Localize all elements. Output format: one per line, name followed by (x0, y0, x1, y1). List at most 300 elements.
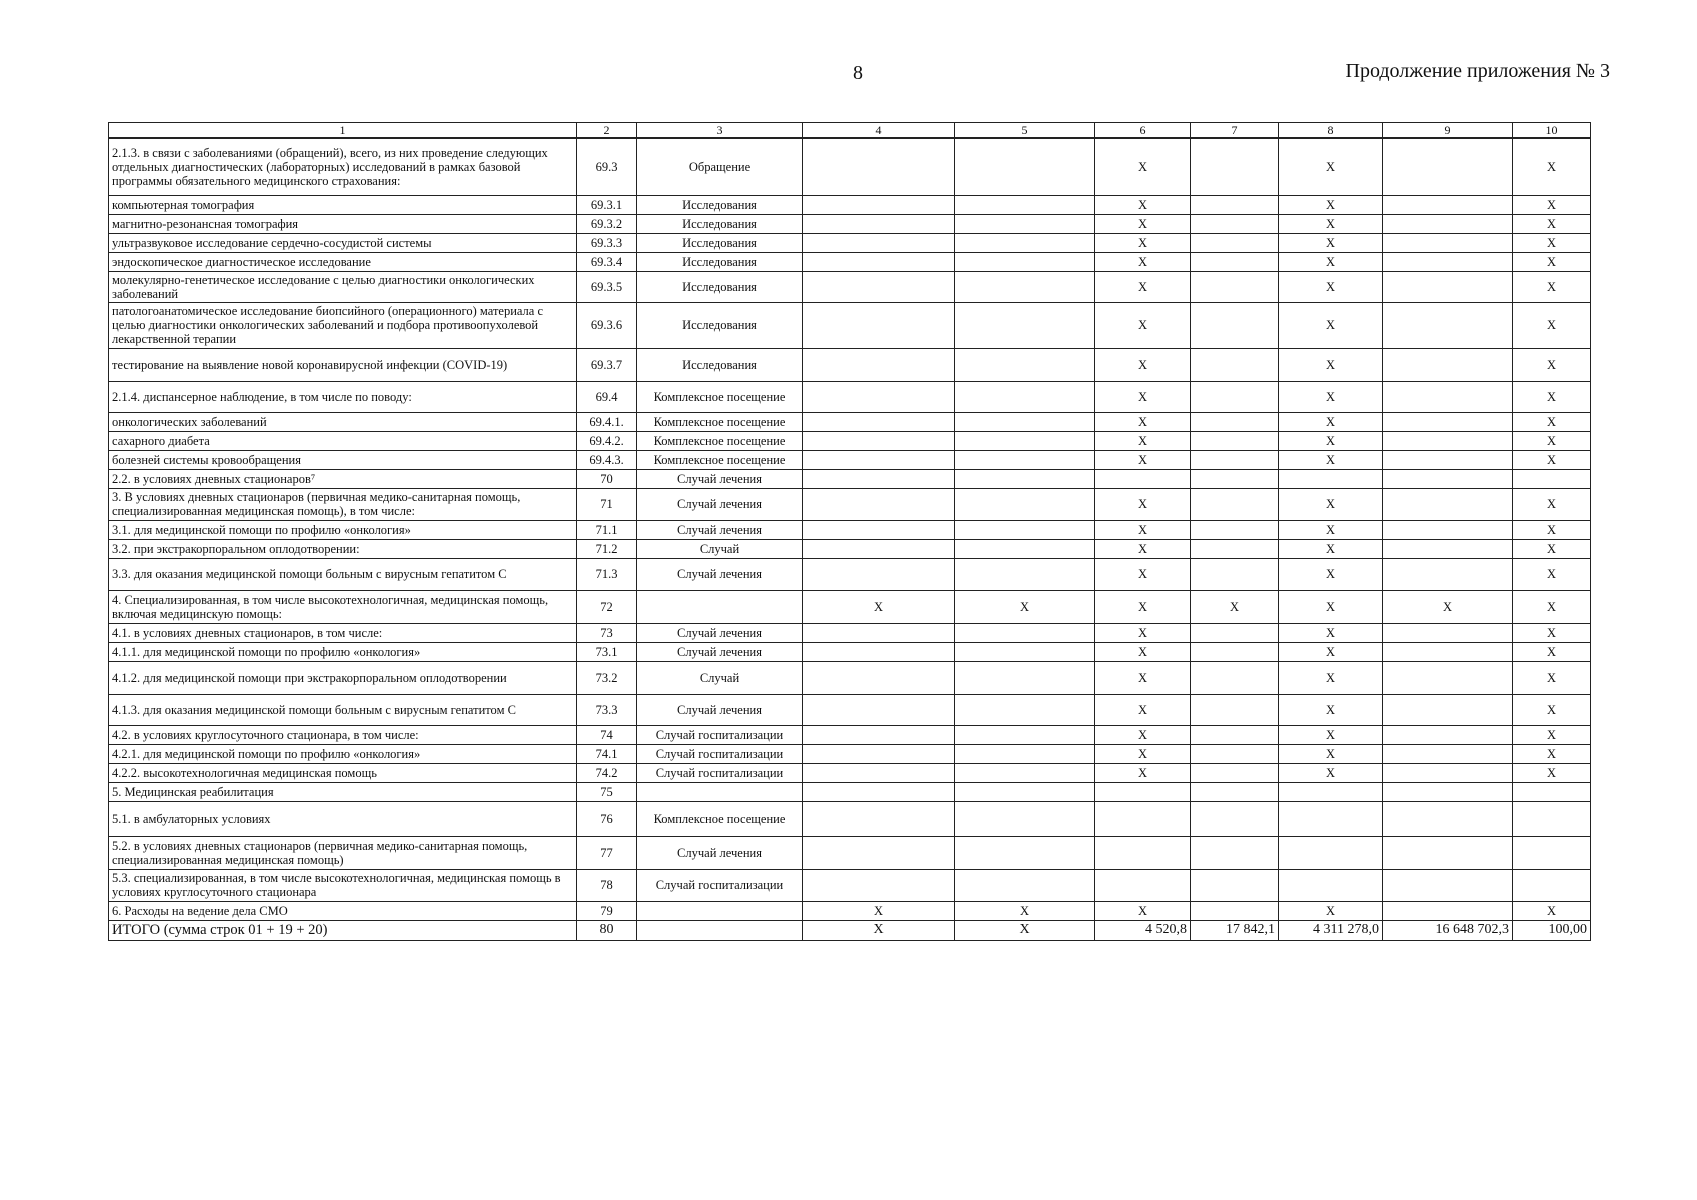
value-cell-c4 (803, 558, 955, 590)
value-cell-c7 (1191, 694, 1279, 725)
row-unit-cell (637, 920, 803, 940)
table-row (109, 725, 1591, 744)
value-cell-c6: X (1095, 744, 1191, 763)
value-cell-c6: X (1095, 590, 1191, 623)
value-cell-c10 (1513, 801, 1591, 836)
value-cell-c10: X (1513, 488, 1591, 520)
row-label-cell: 4.2.1. для медицинской помощи по профилю «онкология» (109, 744, 577, 763)
value-cell-c8: X (1279, 642, 1383, 661)
row-code-cell: 69.4 (577, 381, 637, 412)
value-cell-c9 (1383, 520, 1513, 539)
value-cell-c8: X (1279, 214, 1383, 233)
table-row (109, 214, 1591, 233)
table-row (109, 381, 1591, 412)
value-cell-c9 (1383, 450, 1513, 469)
value-cell-c10: X (1513, 214, 1591, 233)
value-cell-c9 (1383, 348, 1513, 381)
value-cell-c9 (1383, 539, 1513, 558)
value-cell-c6: X (1095, 348, 1191, 381)
row-label-cell: тестирование на выявление новой коронавирусной инфекции (COVID-19) (109, 348, 577, 381)
row-unit-cell: Комплексное посещение (637, 431, 803, 450)
table-row (109, 469, 1591, 488)
row-unit-cell: Случай лечения (637, 488, 803, 520)
row-label-cell: 3.2. при экстракорпоральном оплодотворении: (109, 539, 577, 558)
value-cell-c4: X (803, 590, 955, 623)
value-cell-c7 (1191, 252, 1279, 271)
value-cell-c5 (955, 271, 1095, 302)
row-unit-cell: Исследования (637, 233, 803, 252)
column-header: 5 (955, 123, 1095, 139)
row-label-cell: 5. Медицинская реабилитация (109, 782, 577, 801)
row-unit-cell: Обращение (637, 138, 803, 195)
row-unit-cell: Случай госпитализации (637, 744, 803, 763)
row-unit-cell: Комплексное посещение (637, 412, 803, 431)
row-code-cell: 79 (577, 901, 637, 920)
table-row (109, 782, 1591, 801)
table-row (109, 623, 1591, 642)
value-cell-c6 (1095, 836, 1191, 869)
value-cell-c7 (1191, 782, 1279, 801)
value-cell-c4: X (803, 920, 955, 940)
row-unit-cell: Случай (637, 661, 803, 694)
value-cell-c4 (803, 302, 955, 348)
table-row (109, 488, 1591, 520)
value-cell-c8: X (1279, 302, 1383, 348)
value-cell-c10: X (1513, 195, 1591, 214)
value-cell-c8: X (1279, 694, 1383, 725)
value-cell-c8: 4 311 278,0 (1279, 920, 1383, 940)
value-cell-c4 (803, 233, 955, 252)
table-row (109, 539, 1591, 558)
value-cell-c7 (1191, 725, 1279, 744)
value-cell-c5 (955, 469, 1095, 488)
row-code-cell: 74 (577, 725, 637, 744)
value-cell-c4 (803, 725, 955, 744)
value-cell-c8: X (1279, 348, 1383, 381)
value-cell-c9 (1383, 744, 1513, 763)
value-cell-c8: X (1279, 590, 1383, 623)
value-cell-c8: X (1279, 233, 1383, 252)
value-cell-c8: X (1279, 381, 1383, 412)
value-cell-c5 (955, 782, 1095, 801)
value-cell-c5 (955, 348, 1095, 381)
value-cell-c7 (1191, 539, 1279, 558)
value-cell-c10: 100,00 (1513, 920, 1591, 940)
value-cell-c10: X (1513, 763, 1591, 782)
value-cell-c9 (1383, 214, 1513, 233)
value-cell-c6 (1095, 469, 1191, 488)
table-row (109, 744, 1591, 763)
value-cell-c6: X (1095, 901, 1191, 920)
value-cell-c8: X (1279, 558, 1383, 590)
value-cell-c7 (1191, 302, 1279, 348)
value-cell-c4 (803, 469, 955, 488)
row-code-cell: 77 (577, 836, 637, 869)
row-code-cell: 72 (577, 590, 637, 623)
value-cell-c7 (1191, 744, 1279, 763)
row-label-cell: 5.2. в условиях дневных стационаров (первичная медико-санитарная помощь, специализированная медицинская помощь) (109, 836, 577, 869)
value-cell-c8: X (1279, 412, 1383, 431)
row-code-cell: 69.3.4 (577, 252, 637, 271)
table-row (109, 252, 1591, 271)
row-label-cell: 3.3. для оказания медицинской помощи больным с вирусным гепатитом С (109, 558, 577, 590)
value-cell-c6: X (1095, 558, 1191, 590)
value-cell-c5: X (955, 590, 1095, 623)
row-label-cell: патологоанатомическое исследование биопсийного (операционного) материала с целью диагностики онкологических заболеваний и подбора противоопухолевой лекарственной терапии (109, 302, 577, 348)
value-cell-c7 (1191, 348, 1279, 381)
column-header: 2 (577, 123, 637, 139)
value-cell-c9 (1383, 469, 1513, 488)
value-cell-c10: X (1513, 233, 1591, 252)
row-code-cell: 75 (577, 782, 637, 801)
value-cell-c5 (955, 520, 1095, 539)
value-cell-c4 (803, 214, 955, 233)
column-header: 4 (803, 123, 955, 139)
value-cell-c8 (1279, 782, 1383, 801)
row-unit-cell: Случай лечения (637, 836, 803, 869)
row-label-cell: 6. Расходы на ведение дела СМО (109, 901, 577, 920)
row-unit-cell: Исследования (637, 302, 803, 348)
value-cell-c6: X (1095, 661, 1191, 694)
row-label-cell: сахарного диабета (109, 431, 577, 450)
value-cell-c4 (803, 694, 955, 725)
value-cell-c10: X (1513, 539, 1591, 558)
table-row (109, 763, 1591, 782)
value-cell-c6: X (1095, 214, 1191, 233)
row-label-cell: 4.1.2. для медицинской помощи при экстракорпоральном оплодотворении (109, 661, 577, 694)
row-unit-cell: Комплексное посещение (637, 450, 803, 469)
table-row (109, 558, 1591, 590)
table-row (109, 694, 1591, 725)
value-cell-c6 (1095, 782, 1191, 801)
value-cell-c9 (1383, 869, 1513, 901)
value-cell-c9 (1383, 138, 1513, 195)
row-code-cell: 69.3.3 (577, 233, 637, 252)
value-cell-c8 (1279, 469, 1383, 488)
row-code-cell: 69.3.5 (577, 271, 637, 302)
column-header: 9 (1383, 123, 1513, 139)
value-cell-c6: X (1095, 539, 1191, 558)
row-label-cell: эндоскопическое диагностическое исследование (109, 252, 577, 271)
value-cell-c7 (1191, 412, 1279, 431)
value-cell-c5: X (955, 901, 1095, 920)
value-cell-c5 (955, 836, 1095, 869)
value-cell-c7 (1191, 623, 1279, 642)
value-cell-c5 (955, 195, 1095, 214)
value-cell-c9 (1383, 661, 1513, 694)
table-row (109, 271, 1591, 302)
value-cell-c6: 4 520,8 (1095, 920, 1191, 940)
value-cell-c5 (955, 763, 1095, 782)
value-cell-c7 (1191, 836, 1279, 869)
value-cell-c7 (1191, 661, 1279, 694)
row-code-cell: 71.1 (577, 520, 637, 539)
value-cell-c5 (955, 252, 1095, 271)
value-cell-c7 (1191, 642, 1279, 661)
value-cell-c10: X (1513, 642, 1591, 661)
value-cell-c7 (1191, 801, 1279, 836)
row-label-cell: ИТОГО (сумма строк 01 + 19 + 20) (109, 920, 577, 940)
value-cell-c8: X (1279, 520, 1383, 539)
value-cell-c7 (1191, 520, 1279, 539)
value-cell-c5 (955, 302, 1095, 348)
value-cell-c9 (1383, 302, 1513, 348)
value-cell-c4 (803, 539, 955, 558)
value-cell-c7 (1191, 469, 1279, 488)
value-cell-c4 (803, 252, 955, 271)
value-cell-c4 (803, 520, 955, 539)
value-cell-c5 (955, 661, 1095, 694)
row-code-cell: 73.3 (577, 694, 637, 725)
value-cell-c10: X (1513, 520, 1591, 539)
value-cell-c8: X (1279, 431, 1383, 450)
row-label-cell: онкологических заболеваний (109, 412, 577, 431)
table-row (109, 590, 1591, 623)
row-code-cell: 69.3.6 (577, 302, 637, 348)
row-label-cell: 3. В условиях дневных стационаров (первичная медико-санитарная помощь, специализированная медицинская помощь), в том числе: (109, 488, 577, 520)
value-cell-c7: 17 842,1 (1191, 920, 1279, 940)
value-cell-c4 (803, 744, 955, 763)
value-cell-c5 (955, 642, 1095, 661)
row-label-cell: 4.1.1. для медицинской помощи по профилю «онкология» (109, 642, 577, 661)
value-cell-c9 (1383, 233, 1513, 252)
row-code-cell: 69.4.2. (577, 431, 637, 450)
value-cell-c7 (1191, 558, 1279, 590)
value-cell-c6: X (1095, 431, 1191, 450)
value-cell-c4 (803, 431, 955, 450)
value-cell-c6: X (1095, 195, 1191, 214)
value-cell-c9 (1383, 381, 1513, 412)
value-cell-c6: X (1095, 623, 1191, 642)
row-label-cell: 5.3. специализированная, в том числе высокотехнологичная, медицинская помощь в условиях круглосуточного стационара (109, 869, 577, 901)
value-cell-c10: X (1513, 623, 1591, 642)
table-row (109, 869, 1591, 901)
value-cell-c6: X (1095, 763, 1191, 782)
row-code-cell: 69.3.1 (577, 195, 637, 214)
value-cell-c10: X (1513, 590, 1591, 623)
value-cell-c4 (803, 381, 955, 412)
page-number: 8 (853, 62, 863, 84)
column-header: 8 (1279, 123, 1383, 139)
value-cell-c5 (955, 539, 1095, 558)
row-label-cell: компьютерная томография (109, 195, 577, 214)
value-cell-c6 (1095, 869, 1191, 901)
value-cell-c6: X (1095, 520, 1191, 539)
value-cell-c10: X (1513, 694, 1591, 725)
appendix-continuation-header: Продолжение приложения № 3 (1345, 60, 1610, 82)
value-cell-c6: X (1095, 271, 1191, 302)
row-unit-cell: Случай госпитализации (637, 869, 803, 901)
value-cell-c10: X (1513, 901, 1591, 920)
table-row (109, 901, 1591, 920)
row-unit-cell: Комплексное посещение (637, 381, 803, 412)
row-label-cell: 4.1. в условиях дневных стационаров, в том числе: (109, 623, 577, 642)
value-cell-c5 (955, 488, 1095, 520)
value-cell-c4 (803, 661, 955, 694)
row-label-cell: 2.1.3. в связи с заболеваниями (обращений), всего, из них проведение следующих отдельных диагностических (лабораторных) исследований в рамках базовой программы обязательного медицинского страхования: (109, 138, 577, 195)
value-cell-c10: X (1513, 138, 1591, 195)
value-cell-c10: X (1513, 252, 1591, 271)
value-cell-c4 (803, 412, 955, 431)
value-cell-c9 (1383, 623, 1513, 642)
value-cell-c7 (1191, 214, 1279, 233)
value-cell-c10 (1513, 869, 1591, 901)
value-cell-c5 (955, 725, 1095, 744)
value-cell-c10: X (1513, 271, 1591, 302)
value-cell-c10: X (1513, 450, 1591, 469)
value-cell-c10: X (1513, 661, 1591, 694)
value-cell-c8: X (1279, 725, 1383, 744)
value-cell-c8: X (1279, 488, 1383, 520)
row-label-cell: 3.1. для медицинской помощи по профилю «онкология» (109, 520, 577, 539)
value-cell-c7 (1191, 488, 1279, 520)
value-cell-c8: X (1279, 539, 1383, 558)
value-cell-c10: X (1513, 412, 1591, 431)
value-cell-c5 (955, 381, 1095, 412)
value-cell-c8: X (1279, 763, 1383, 782)
column-header: 1 (109, 123, 577, 139)
value-cell-c5 (955, 412, 1095, 431)
row-unit-cell: Случай лечения (637, 642, 803, 661)
column-header: 3 (637, 123, 803, 139)
table-row (109, 661, 1591, 694)
row-label-cell: молекулярно-генетическое исследование с целью диагностики онкологических заболеваний (109, 271, 577, 302)
value-cell-c5 (955, 233, 1095, 252)
row-unit-cell: Исследования (637, 195, 803, 214)
row-unit-cell: Случай (637, 539, 803, 558)
row-label-cell: 4.2. в условиях круглосуточного стационара, в том числе: (109, 725, 577, 744)
value-cell-c4 (803, 450, 955, 469)
row-unit-cell: Исследования (637, 214, 803, 233)
column-header: 6 (1095, 123, 1191, 139)
value-cell-c8 (1279, 836, 1383, 869)
value-cell-c9 (1383, 901, 1513, 920)
value-cell-c9 (1383, 763, 1513, 782)
row-code-cell: 69.3.2 (577, 214, 637, 233)
value-cell-c9 (1383, 694, 1513, 725)
value-cell-c4 (803, 869, 955, 901)
value-cell-c6: X (1095, 488, 1191, 520)
value-cell-c5 (955, 623, 1095, 642)
value-cell-c7 (1191, 450, 1279, 469)
value-cell-c6: X (1095, 381, 1191, 412)
row-code-cell: 71.3 (577, 558, 637, 590)
value-cell-c8: X (1279, 271, 1383, 302)
value-cell-c8: X (1279, 901, 1383, 920)
row-unit-cell: Случай госпитализации (637, 725, 803, 744)
value-cell-c9 (1383, 642, 1513, 661)
row-label-cell: 4. Специализированная, в том числе высокотехнологичная, медицинская помощь, включая медицинскую помощь: (109, 590, 577, 623)
value-cell-c8: X (1279, 623, 1383, 642)
value-cell-c8: X (1279, 450, 1383, 469)
table-row (109, 801, 1591, 836)
value-cell-c8: X (1279, 744, 1383, 763)
table-row (109, 412, 1591, 431)
value-cell-c6 (1095, 801, 1191, 836)
row-label-cell: 4.2.2. высокотехнологичная медицинская помощь (109, 763, 577, 782)
value-cell-c10: X (1513, 744, 1591, 763)
value-cell-c9 (1383, 836, 1513, 869)
value-cell-c4 (803, 836, 955, 869)
value-cell-c6: X (1095, 302, 1191, 348)
value-cell-c4 (803, 801, 955, 836)
column-header: 7 (1191, 123, 1279, 139)
value-cell-c4 (803, 623, 955, 642)
row-unit-cell (637, 901, 803, 920)
row-unit-cell: Случай лечения (637, 469, 803, 488)
value-cell-c9 (1383, 782, 1513, 801)
value-cell-c6: X (1095, 642, 1191, 661)
value-cell-c9 (1383, 431, 1513, 450)
value-cell-c9 (1383, 558, 1513, 590)
value-cell-c9 (1383, 271, 1513, 302)
value-cell-c7 (1191, 233, 1279, 252)
value-cell-c7 (1191, 431, 1279, 450)
value-cell-c6: X (1095, 252, 1191, 271)
row-code-cell: 69.4.1. (577, 412, 637, 431)
row-code-cell: 73.2 (577, 661, 637, 694)
row-unit-cell: Комплексное посещение (637, 801, 803, 836)
value-cell-c9: 16 648 702,3 (1383, 920, 1513, 940)
value-cell-c7: X (1191, 590, 1279, 623)
value-cell-c7 (1191, 869, 1279, 901)
row-label-cell: 4.1.3. для оказания медицинской помощи больным с вирусным гепатитом С (109, 694, 577, 725)
row-label-cell: 5.1. в амбулаторных условиях (109, 801, 577, 836)
row-code-cell: 71 (577, 488, 637, 520)
row-unit-cell: Исследования (637, 271, 803, 302)
row-code-cell: 69.4.3. (577, 450, 637, 469)
row-label-cell: ультразвуковое исследование сердечно-сосудистой системы (109, 233, 577, 252)
table-row (109, 431, 1591, 450)
value-cell-c7 (1191, 763, 1279, 782)
row-unit-cell (637, 590, 803, 623)
value-cell-c7 (1191, 195, 1279, 214)
value-cell-c6: X (1095, 694, 1191, 725)
data-table (108, 122, 1591, 941)
row-code-cell: 80 (577, 920, 637, 940)
value-cell-c9 (1383, 412, 1513, 431)
row-code-cell: 74.1 (577, 744, 637, 763)
value-cell-c4 (803, 271, 955, 302)
value-cell-c4 (803, 488, 955, 520)
table-row (109, 233, 1591, 252)
table-row (109, 920, 1591, 940)
value-cell-c5 (955, 431, 1095, 450)
row-code-cell: 78 (577, 869, 637, 901)
value-cell-c10: X (1513, 348, 1591, 381)
value-cell-c10 (1513, 782, 1591, 801)
table-row (109, 642, 1591, 661)
value-cell-c9: X (1383, 590, 1513, 623)
value-cell-c6: X (1095, 138, 1191, 195)
value-cell-c4 (803, 782, 955, 801)
value-cell-c7 (1191, 901, 1279, 920)
row-label-cell: 2.1.4. диспансерное наблюдение, в том числе по поводу: (109, 381, 577, 412)
row-unit-cell: Исследования (637, 348, 803, 381)
row-unit-cell (637, 782, 803, 801)
table-row (109, 195, 1591, 214)
table-row (109, 836, 1591, 869)
table-row (109, 348, 1591, 381)
value-cell-c7 (1191, 271, 1279, 302)
value-cell-c4 (803, 195, 955, 214)
value-cell-c5 (955, 869, 1095, 901)
value-cell-c5 (955, 214, 1095, 233)
value-cell-c5 (955, 558, 1095, 590)
value-cell-c10 (1513, 469, 1591, 488)
table-row (109, 302, 1591, 348)
value-cell-c4 (803, 138, 955, 195)
